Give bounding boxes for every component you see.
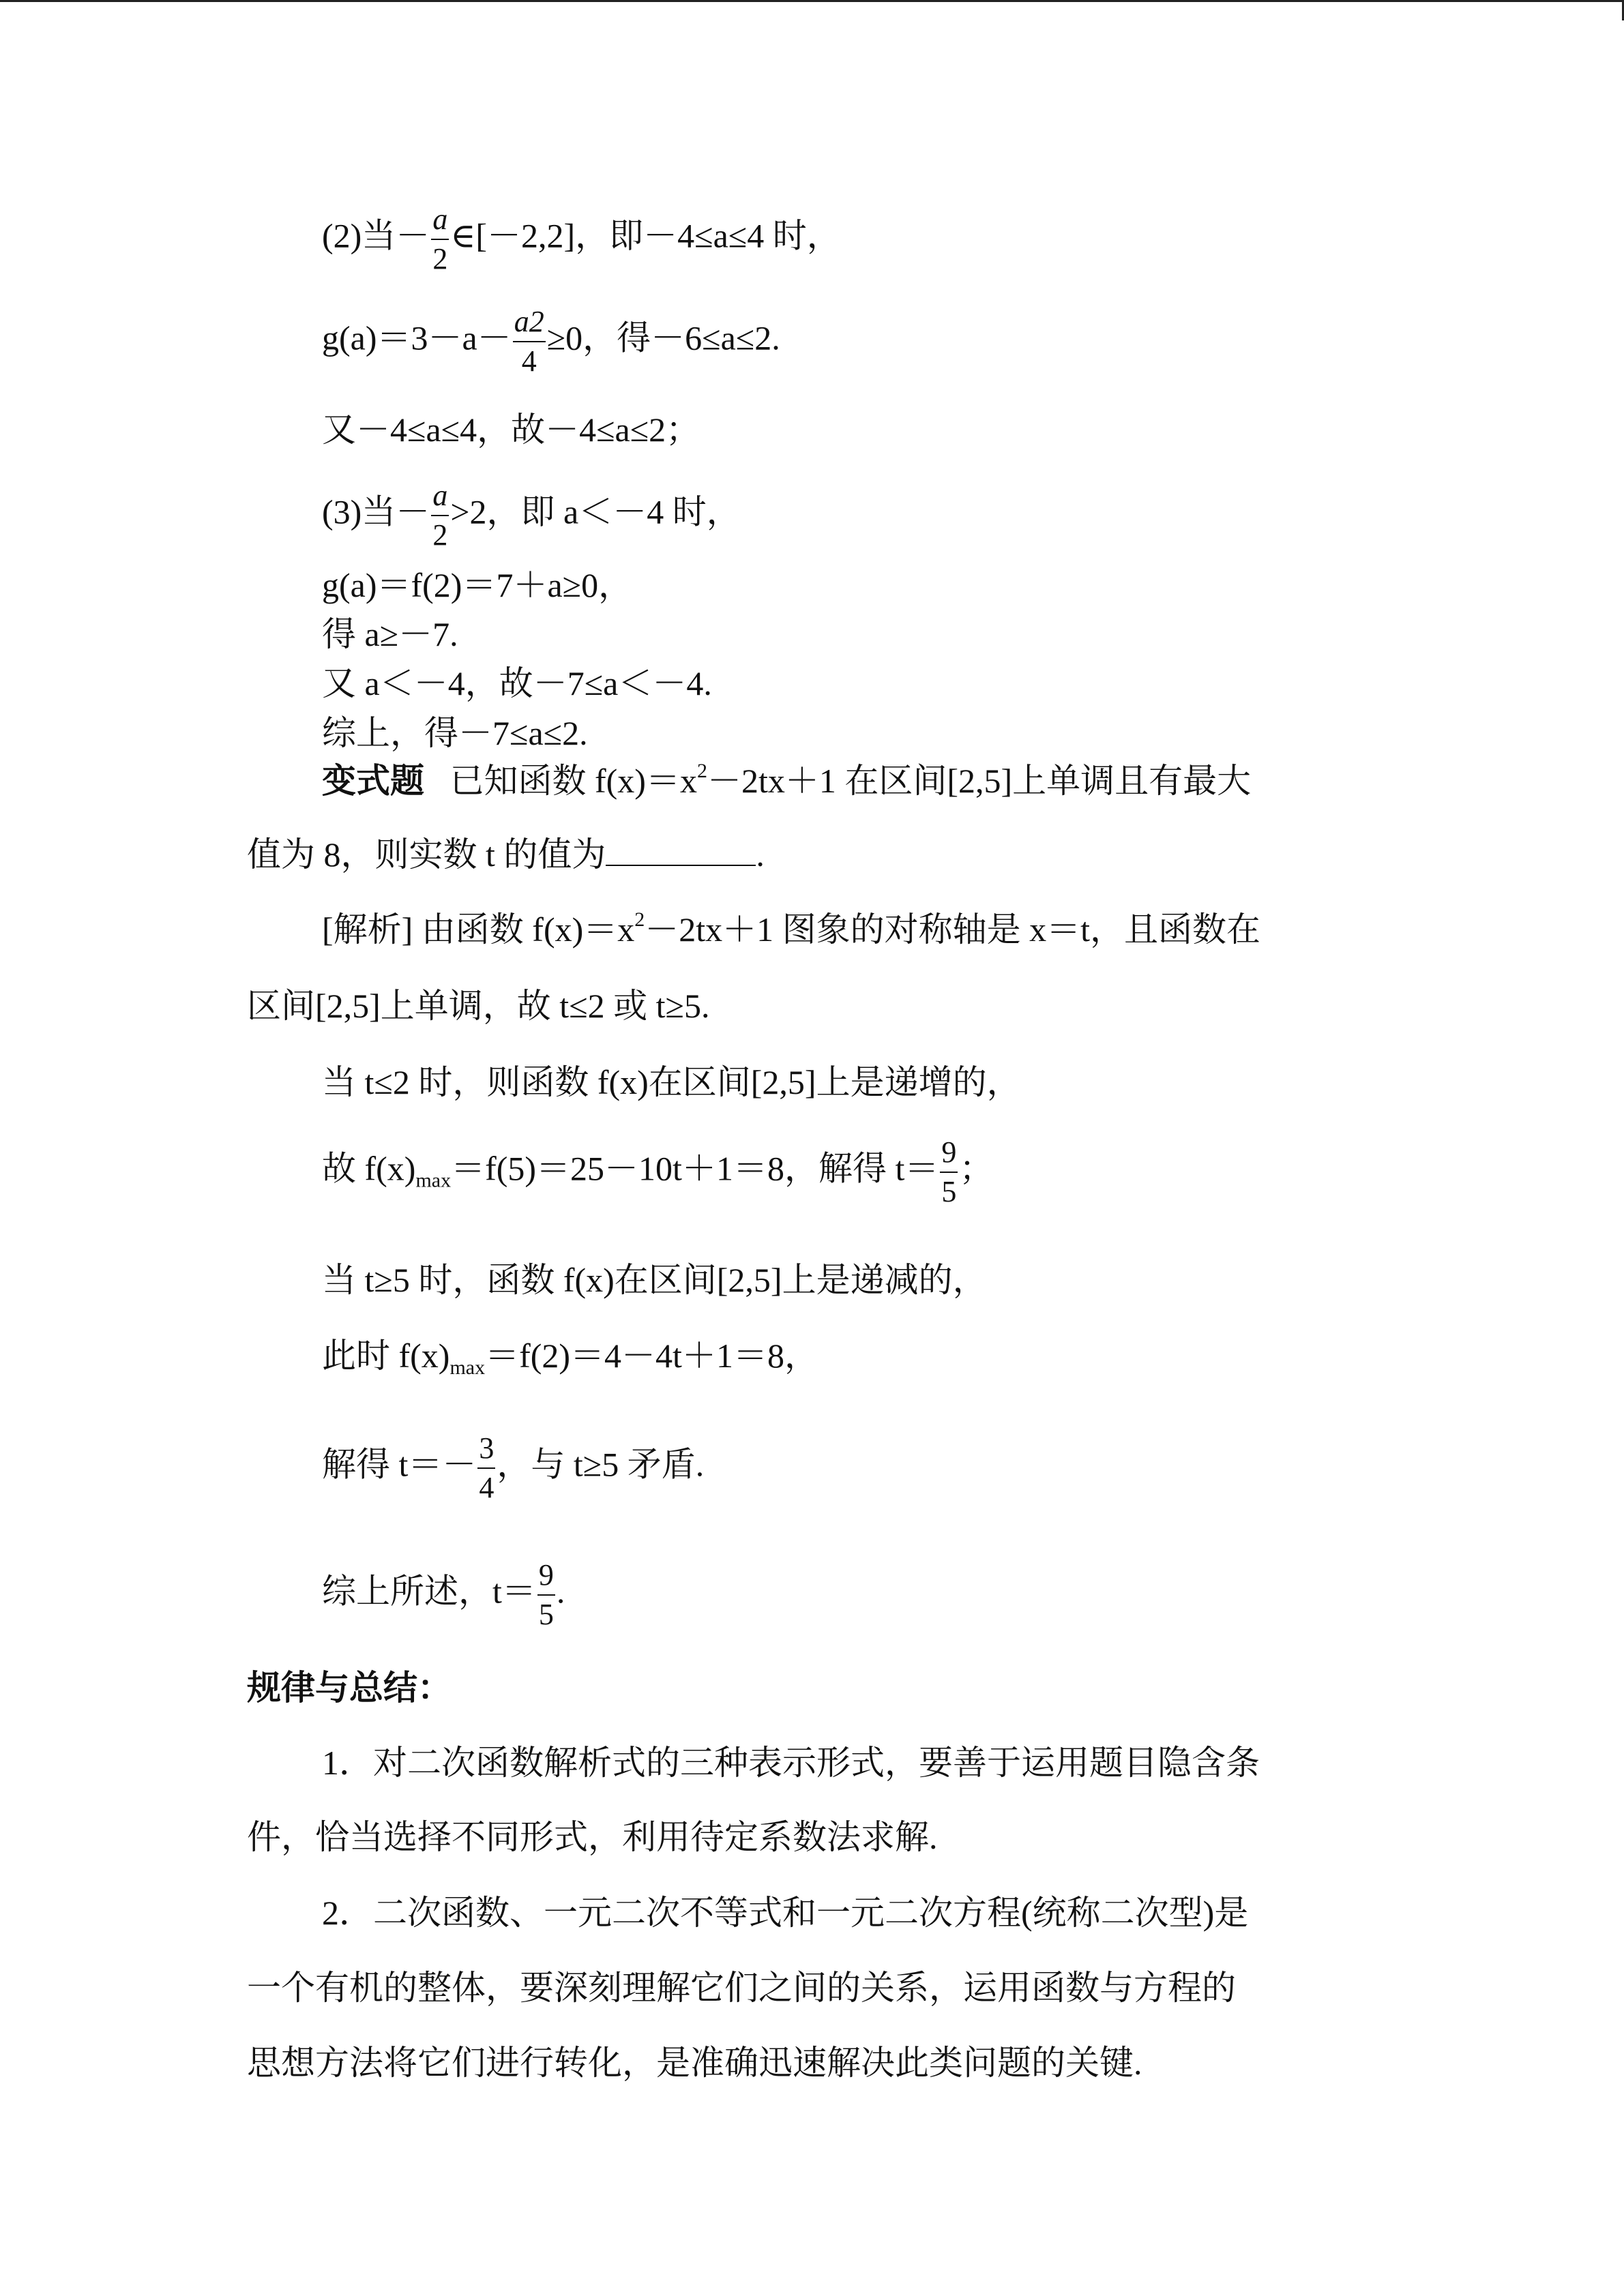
analysis-l4-num: 9 <box>940 1137 958 1173</box>
rules-p2-line2: 一个有机的整体，要深刻理解它们之间的关系，运用函数与方程的 <box>247 1969 1236 2007</box>
analysis-line3: 当 t≤2 时，则函数 f(x)在区间[2,5]上是递增的， <box>322 1063 1021 1101</box>
analysis-line5: 当 t≥5 时，函数 f(x)在区间[2,5]上是递减的， <box>322 1261 987 1299</box>
case3-prefix: (3)当－ <box>322 492 430 531</box>
case3-fraction <box>431 481 449 550</box>
analysis-line2: 区间[2,5]上单调，故 t≤2 或 t≥5. <box>247 987 710 1025</box>
case3-frac-num: a <box>431 481 449 516</box>
g2-fraction <box>513 307 546 376</box>
variant-text2b: . <box>756 835 765 874</box>
analysis-line8 <box>322 1560 565 1630</box>
analysis-l4c: ； <box>959 1149 994 1188</box>
answer-blank <box>606 835 756 866</box>
analysis-line1 <box>322 909 1260 950</box>
analysis-l1b: －2tx＋1 图象的对称轴是 x＝t，且函数在 <box>645 910 1261 949</box>
rules-p1-line1: 1．对二次函数解析式的三种表示形式，要善于运用题目隐含条 <box>322 1744 1260 1782</box>
g2-suffix: ≥0，得－6≤a≤2. <box>546 318 780 357</box>
analysis-l7a: 解得 t＝－ <box>322 1445 477 1484</box>
variant-sup: 2 <box>696 760 707 782</box>
g2-line <box>322 307 780 376</box>
case2-prefix: (2)当－ <box>322 216 430 255</box>
analysis-l6a: 此时 f(x) <box>322 1337 450 1375</box>
analysis-l7-num: 3 <box>477 1433 495 1469</box>
g2-frac-den: 4 <box>521 344 537 378</box>
analysis-line6 <box>322 1335 818 1379</box>
variant-text1b: －2tx＋1 在区间[2,5]上单调且有最大 <box>707 762 1252 800</box>
again2-line: 又 a＜－4，故－7≤a＜－4. <box>322 664 712 702</box>
rules-p2-line1: 2．二次函数、一元二次不等式和一元二次方程(统称二次型)是 <box>322 1894 1249 1932</box>
analysis-l7b: ，与 t≥5 矛盾. <box>497 1445 705 1484</box>
g3-line: g(a)＝f(2)＝7＋a≥0， <box>322 566 633 604</box>
analysis-l4-fraction <box>940 1137 958 1207</box>
variant-text2a: 值为 8，则实数 t 的值为 <box>247 835 606 874</box>
analysis-l1a: [解析] 由函数 f(x)＝x <box>322 910 635 949</box>
case2-frac-num: a <box>431 205 449 240</box>
case3-line <box>322 481 741 550</box>
summary-line: 综上，得－7≤a≤2. <box>322 714 588 752</box>
analysis-l8-num: 9 <box>537 1560 555 1596</box>
g2-prefix: g(a)＝3－a－ <box>322 318 512 357</box>
analysis-l4-sub: max <box>415 1169 452 1192</box>
g2-frac-num: a2 <box>513 307 546 342</box>
analysis-l7-fraction <box>477 1433 495 1503</box>
case2-line <box>322 205 841 274</box>
rules-p1-line2: 件，恰当选择不同形式，利用待定系数法求解. <box>247 1818 938 1856</box>
variant-line2 <box>247 834 765 875</box>
case3-frac-den: 2 <box>432 518 448 552</box>
analysis-l8-den: 5 <box>538 1598 554 1631</box>
case2-frac-den: 2 <box>432 242 448 275</box>
analysis-line4 <box>322 1137 993 1207</box>
analysis-l4-den: 5 <box>941 1175 957 1208</box>
case3-suffix: >2，即 a＜－4 时， <box>450 492 741 531</box>
top-border <box>0 0 1624 2</box>
analysis-l8-fraction <box>537 1560 555 1630</box>
variant-text1a: 已知函数 f(x)＝x <box>449 762 697 800</box>
again1-line: 又－4≤a≤4，故－4≤a≤2； <box>322 411 700 449</box>
rules-heading: 规律与总结： <box>247 1669 452 1707</box>
analysis-l1-sup: 2 <box>634 908 645 931</box>
get-line: 得 a≥－7. <box>322 615 458 653</box>
analysis-l7-den: 4 <box>479 1471 494 1504</box>
variant-label: 变式题 <box>322 762 424 800</box>
analysis-l8b: . <box>556 1572 565 1611</box>
case2-fraction <box>431 205 449 274</box>
analysis-l4b: ＝f(5)＝25－10t＋1＝8，解得 t＝ <box>451 1149 939 1188</box>
variant-line1 <box>322 760 1251 801</box>
analysis-l6-sub: max <box>449 1356 486 1379</box>
rules-p2-line3: 思想方法将它们进行转化，是准确迅速解决此类问题的关键. <box>247 2044 1142 2082</box>
analysis-l4a: 故 f(x) <box>322 1149 416 1188</box>
case2-suffix: ∈[－2,2]，即－4≤a≤4 时， <box>450 216 841 255</box>
analysis-l8a: 综上所述，t＝ <box>322 1572 536 1611</box>
analysis-line7 <box>322 1433 704 1503</box>
analysis-l6b: ＝f(2)＝4－4t＋1＝8， <box>485 1337 818 1375</box>
